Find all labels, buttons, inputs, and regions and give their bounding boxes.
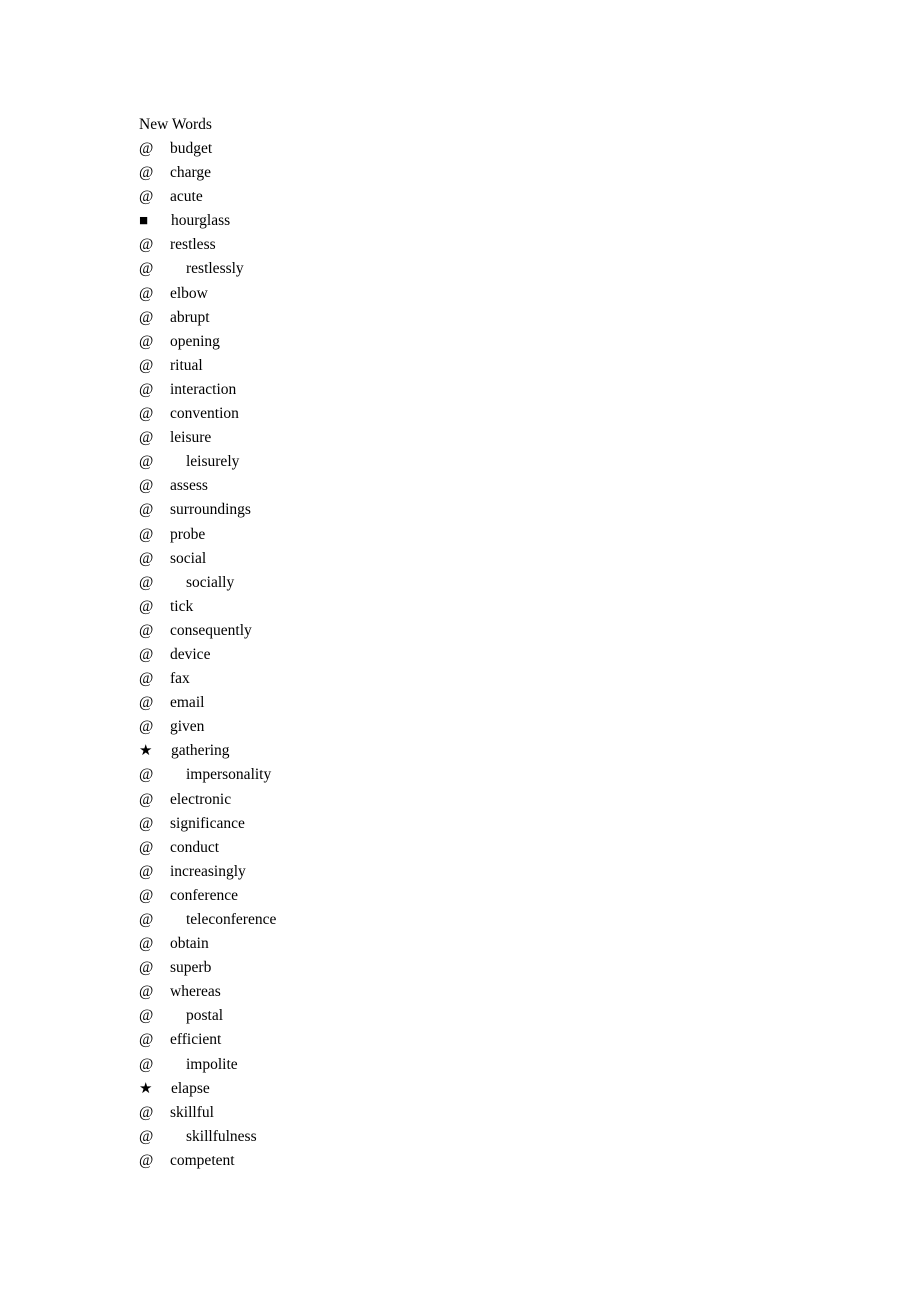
word-text: leisure [170,429,212,447]
word-text: acute [170,188,203,206]
list-item [139,619,252,643]
list-item [139,932,212,956]
list-item [139,812,245,836]
list-item [139,450,240,474]
at-sign-bullet-icon: @ [139,645,154,663]
at-sign-bullet-icon: @ [139,188,154,206]
at-sign-bullet-icon: @ [139,983,154,1001]
derived-word-text: restlessly [186,260,244,278]
at-sign-bullet-icon: @ [139,164,154,182]
list-item [139,402,239,426]
list-item [139,209,231,233]
list-item [139,595,212,619]
list-item [139,233,216,257]
word-text: email [170,694,205,712]
word-text: interaction [170,380,237,398]
list-item [139,282,212,306]
list-item [139,788,232,812]
list-item [139,137,212,161]
word-text: elbow [170,284,208,302]
list-item [139,306,212,330]
at-sign-bullet-icon: @ [139,935,154,953]
list-item [139,1028,222,1052]
at-sign-bullet-icon: @ [139,284,154,302]
at-sign-bullet-icon: @ [139,1031,154,1049]
at-sign-bullet-icon: @ [139,694,154,712]
at-sign-bullet-icon: @ [139,501,154,519]
word-text: budget [170,140,213,157]
word-text: abrupt [170,308,210,326]
word-text: given [170,718,205,736]
list-item [139,643,212,667]
at-sign-bullet-icon: @ [139,260,154,278]
at-sign-bullet-icon: @ [139,597,154,615]
at-sign-bullet-icon: @ [139,453,154,471]
at-sign-bullet-icon: @ [139,405,154,423]
word-text: consequently [170,621,252,639]
list-item [139,956,212,980]
derived-word-text: impolite [186,1055,238,1073]
list-item [139,884,238,908]
word-text: skillful [170,1103,214,1121]
at-sign-bullet-icon: @ [139,477,154,495]
at-sign-bullet-icon: @ [139,1151,154,1169]
at-sign-bullet-icon: @ [139,718,154,736]
star-bullet-icon: ★ [139,743,153,760]
list-item [139,715,212,739]
at-sign-bullet-icon: @ [139,308,154,326]
at-sign-bullet-icon: @ [139,1055,154,1073]
list-item [139,1149,235,1173]
at-sign-bullet-icon: @ [139,236,154,254]
word-text: device [170,645,211,663]
word-text: hourglass [171,212,231,230]
word-text: electronic [170,790,232,808]
list-item [139,426,212,450]
at-sign-bullet-icon: @ [139,790,154,808]
at-sign-bullet-icon: @ [139,1103,154,1121]
list-item [139,185,212,209]
at-sign-bullet-icon: @ [139,886,154,904]
list-item [139,691,212,715]
list-item [139,547,212,571]
list-item [139,257,244,281]
list-item [139,739,230,763]
at-sign-bullet-icon: @ [139,1127,154,1145]
word-text: surroundings [170,501,251,519]
word-text: social [170,549,207,567]
list-item [139,1125,257,1149]
list-item [139,667,212,691]
list-item [139,354,212,378]
word-text: opening [170,332,220,350]
derived-word-text: postal [186,1007,224,1025]
at-sign-bullet-icon: @ [139,356,154,374]
at-sign-bullet-icon: @ [139,140,154,157]
at-sign-bullet-icon: @ [139,573,154,591]
word-text: assess [170,477,208,495]
list-item [139,1053,238,1077]
derived-word-text: teleconference [186,911,277,928]
at-sign-bullet-icon: @ [139,814,154,832]
word-text: significance [170,814,245,832]
at-sign-bullet-icon: @ [139,670,154,688]
word-text: competent [170,1151,235,1169]
at-sign-bullet-icon: @ [139,380,154,398]
at-sign-bullet-icon: @ [139,1007,154,1025]
list-item [139,1004,224,1028]
word-text: conduct [170,838,220,856]
list-item [139,523,212,547]
at-sign-bullet-icon: @ [139,911,154,928]
word-text: obtain [170,935,209,953]
at-sign-bullet-icon: @ [139,549,154,567]
at-sign-bullet-icon: @ [139,525,154,543]
derived-word-text: impersonality [186,766,272,784]
list-item [139,908,277,932]
word-text: restless [170,236,216,254]
list-item [139,378,237,402]
word-text: charge [170,164,212,182]
derived-word-text: leisurely [186,453,240,471]
at-sign-bullet-icon: @ [139,429,154,447]
word-text: superb [170,959,212,977]
star-bullet-icon: ★ [139,1080,153,1097]
list-item [139,498,251,522]
list-item [139,836,220,860]
page-heading: New Words [139,116,212,133]
list-item [139,763,272,787]
word-text: probe [170,525,206,543]
document-page [139,113,277,1173]
at-sign-bullet-icon: @ [139,621,154,639]
at-sign-bullet-icon: @ [139,862,154,880]
word-text: elapse [171,1079,210,1097]
word-text: ritual [170,356,203,374]
derived-word-text: skillfulness [186,1127,257,1145]
word-text: tick [170,597,194,615]
derived-word-text: socially [186,573,235,591]
at-sign-bullet-icon: @ [139,959,154,977]
word-text: conference [170,886,238,904]
word-text: whereas [170,983,221,1001]
at-sign-bullet-icon: @ [139,332,154,350]
word-text: gathering [171,742,230,760]
at-sign-bullet-icon: @ [139,766,154,784]
list-item [139,161,212,185]
at-sign-bullet-icon: @ [139,838,154,856]
list-item [139,571,235,595]
word-text: fax [170,670,190,688]
word-text: convention [170,405,239,423]
list-item [139,1077,212,1101]
word-text: efficient [170,1031,222,1049]
list-item [139,980,221,1004]
word-list [139,137,277,1173]
word-text: increasingly [170,862,246,880]
list-item [139,860,246,884]
list-item [139,474,212,498]
list-item [139,330,220,354]
square-bullet-icon: ■ [139,213,149,230]
list-item [139,1101,212,1125]
